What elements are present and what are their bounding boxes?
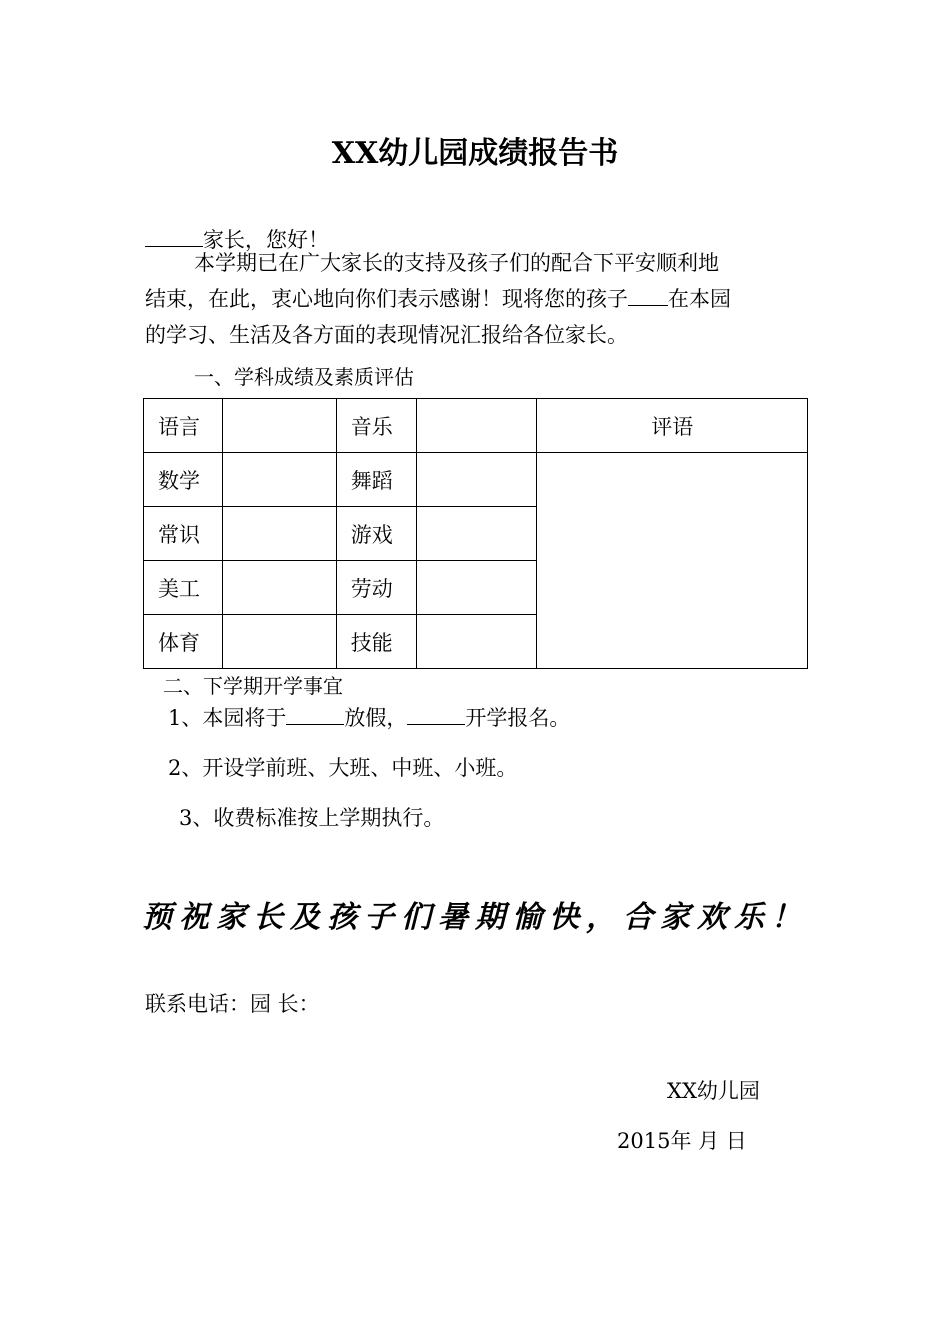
registration-date-blank (407, 704, 465, 725)
table-row (144, 453, 808, 507)
parent-name-blank (145, 226, 203, 247)
signature-date: 2015年 月 日 (617, 1129, 747, 1153)
subject-label: 舞蹈 (336, 453, 416, 507)
subject-label: 音乐 (336, 399, 416, 453)
intro-line-2 (145, 281, 731, 317)
item-1-text-c: 开学报名。 (465, 706, 571, 730)
score-cell (416, 615, 537, 669)
closing-wish: 预祝家长及孩子们暑期愉快，合家欢乐！ (142, 900, 808, 935)
next-term-item-2: 2、开设学前班、大班、中班、小班。 (168, 756, 518, 780)
subject-label: 技能 (336, 615, 416, 669)
item-1-text-b: 放假， (344, 706, 408, 730)
contact-line: 联系电话：园 长： (145, 992, 320, 1016)
score-cell (416, 507, 537, 561)
score-cell (416, 561, 537, 615)
score-cell (222, 561, 336, 615)
child-name-blank (628, 285, 668, 306)
signature-org: XX幼儿园 (667, 1079, 760, 1103)
intro-line-2-text: 结束，在此，衷心地向你们表示感谢！现将您的孩子 (145, 287, 628, 311)
document-title: XX幼儿园成绩报告书 (331, 136, 619, 171)
score-cell (416, 399, 537, 453)
section-heading-evaluation: 一、学科成绩及素质评估 (194, 365, 414, 389)
intro-line-1: 本学期已在广大家长的支持及孩子们的配合下平安顺利地 (194, 251, 719, 275)
next-term-item-3: 3、收费标准按上学期执行。 (179, 806, 445, 830)
subject-label: 劳动 (336, 561, 416, 615)
next-term-item-1 (168, 700, 570, 736)
table-row (144, 399, 808, 453)
score-cell (222, 507, 336, 561)
subject-label: 语言 (144, 399, 223, 453)
subject-label: 体育 (144, 615, 223, 669)
subject-label: 美工 (144, 561, 223, 615)
comment-cell (537, 453, 808, 669)
subject-label: 游戏 (336, 507, 416, 561)
score-cell (222, 453, 336, 507)
subject-label: 数学 (144, 453, 223, 507)
intro-line-3: 的学习、生活及各方面的表现情况汇报给各位家长。 (145, 323, 628, 347)
holiday-date-blank (286, 704, 344, 725)
evaluation-table (143, 398, 808, 669)
section-heading-next-term: 二、下学期开学事宜 (163, 674, 343, 698)
subject-label: 常识 (144, 507, 223, 561)
intro-line-2-end: 在本园 (668, 287, 731, 311)
item-1-text-a: 1、本园将于 (168, 706, 287, 730)
score-cell (222, 615, 336, 669)
score-cell (416, 453, 537, 507)
comment-header: 评语 (537, 399, 808, 453)
score-cell (222, 399, 336, 453)
greeting-text: 家长，您好！ (203, 228, 329, 252)
